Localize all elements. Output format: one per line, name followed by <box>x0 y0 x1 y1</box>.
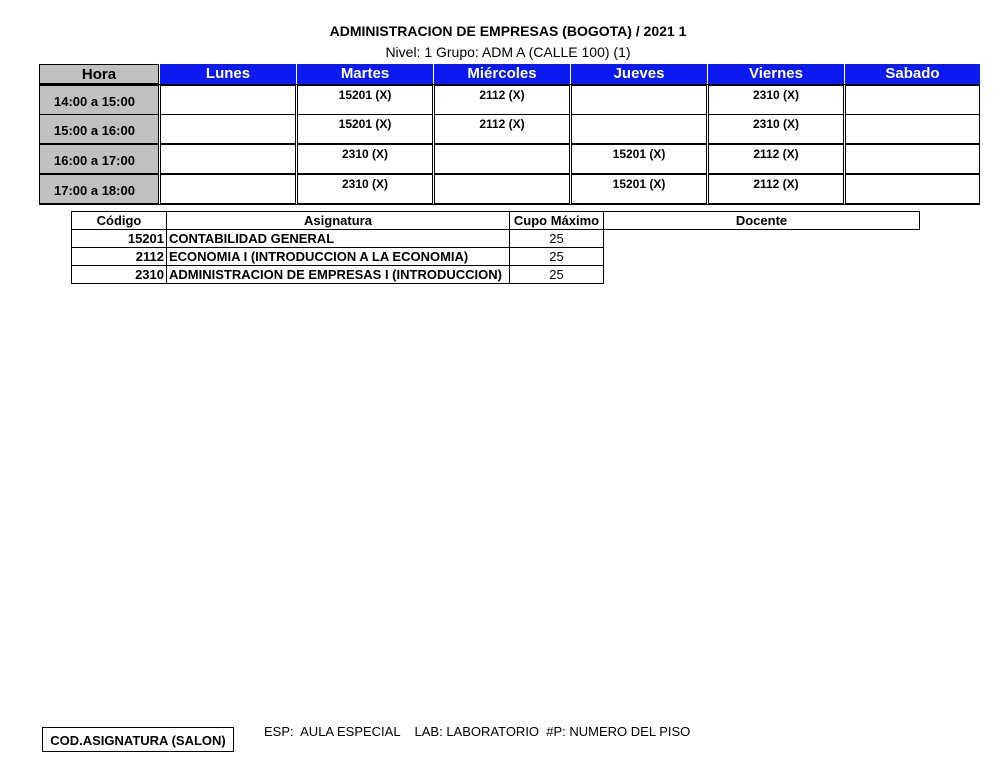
time-slot: 16:00 a 17:00 <box>39 144 159 174</box>
schedule-cell: 2310 (X) <box>708 85 844 115</box>
page-title: ADMINISTRACION DE EMPRESAS (BOGOTA) / 2021 1 <box>329 23 687 39</box>
header-hora: Hora <box>39 64 159 84</box>
schedule-cell: 2310 (X) <box>297 174 433 204</box>
header-day-6: Sabado <box>845 64 980 84</box>
legend-codigo: 2112 <box>72 248 167 266</box>
legend-table <box>71 211 920 284</box>
schedule-cell: 2112 (X) <box>708 144 844 174</box>
legend-row <box>72 266 920 284</box>
legend-docente <box>604 230 920 248</box>
legend-cupo: 25 <box>510 230 604 248</box>
schedule-cell: 2112 (X) <box>434 85 570 115</box>
legend-cupo: 25 <box>510 248 604 266</box>
legend-codigo: 15201 <box>72 230 167 248</box>
legend-header-docente: Docente <box>604 212 920 230</box>
schedule-cell: 15201 (X) <box>297 85 433 115</box>
legend-row <box>72 230 920 248</box>
time-slot: 14:00 a 15:00 <box>39 85 159 115</box>
footer-legend-box: COD.ASIGNATURA (SALON) <box>42 727 234 752</box>
schedule-cell: 2310 (X) <box>297 144 433 174</box>
legend-asignatura: CONTABILIDAD GENERAL <box>167 230 510 248</box>
legend-docente <box>604 248 920 266</box>
schedule-cell: 2112 (X) <box>708 174 844 204</box>
legend-header-asignatura: Asignatura <box>167 212 510 230</box>
legend-header-codigo: Código <box>72 212 167 230</box>
header-day-2: Martes <box>297 64 433 84</box>
legend-row <box>72 248 920 266</box>
time-slot: 17:00 a 18:00 <box>39 174 159 204</box>
legend-asignatura: ADMINISTRACION DE EMPRESAS I (INTRODUCCION) <box>167 266 510 284</box>
legend-docente <box>604 266 920 284</box>
schedule-body-border <box>39 84 980 205</box>
legend-asignatura: ECONOMIA I (INTRODUCCION A LA ECONOMIA) <box>167 248 510 266</box>
schedule-cell: 2310 (X) <box>708 114 844 144</box>
header-day-3: Miércoles <box>434 64 570 84</box>
schedule-cell: 2112 (X) <box>434 114 570 144</box>
header-day-4: Jueves <box>571 64 707 84</box>
legend-header-cupo: Cupo Máximo <box>510 212 604 230</box>
page-subtitle: Nivel: 1 Grupo: ADM A (CALLE 100) (1) <box>385 44 631 60</box>
legend-cupo: 25 <box>510 266 604 284</box>
time-slot: 15:00 a 16:00 <box>39 114 159 144</box>
legend-codigo: 2310 <box>72 266 167 284</box>
header-day-5: Viernes <box>708 64 844 84</box>
schedule-cell: 15201 (X) <box>571 174 707 204</box>
schedule-cell: 15201 (X) <box>571 144 707 174</box>
header-day-1: Lunes <box>160 64 296 84</box>
schedule-cell: 15201 (X) <box>297 114 433 144</box>
footer-note: ESP: AULA ESPECIAL LAB: LABORATORIO #P: NUMERO DEL PISO <box>264 724 691 739</box>
